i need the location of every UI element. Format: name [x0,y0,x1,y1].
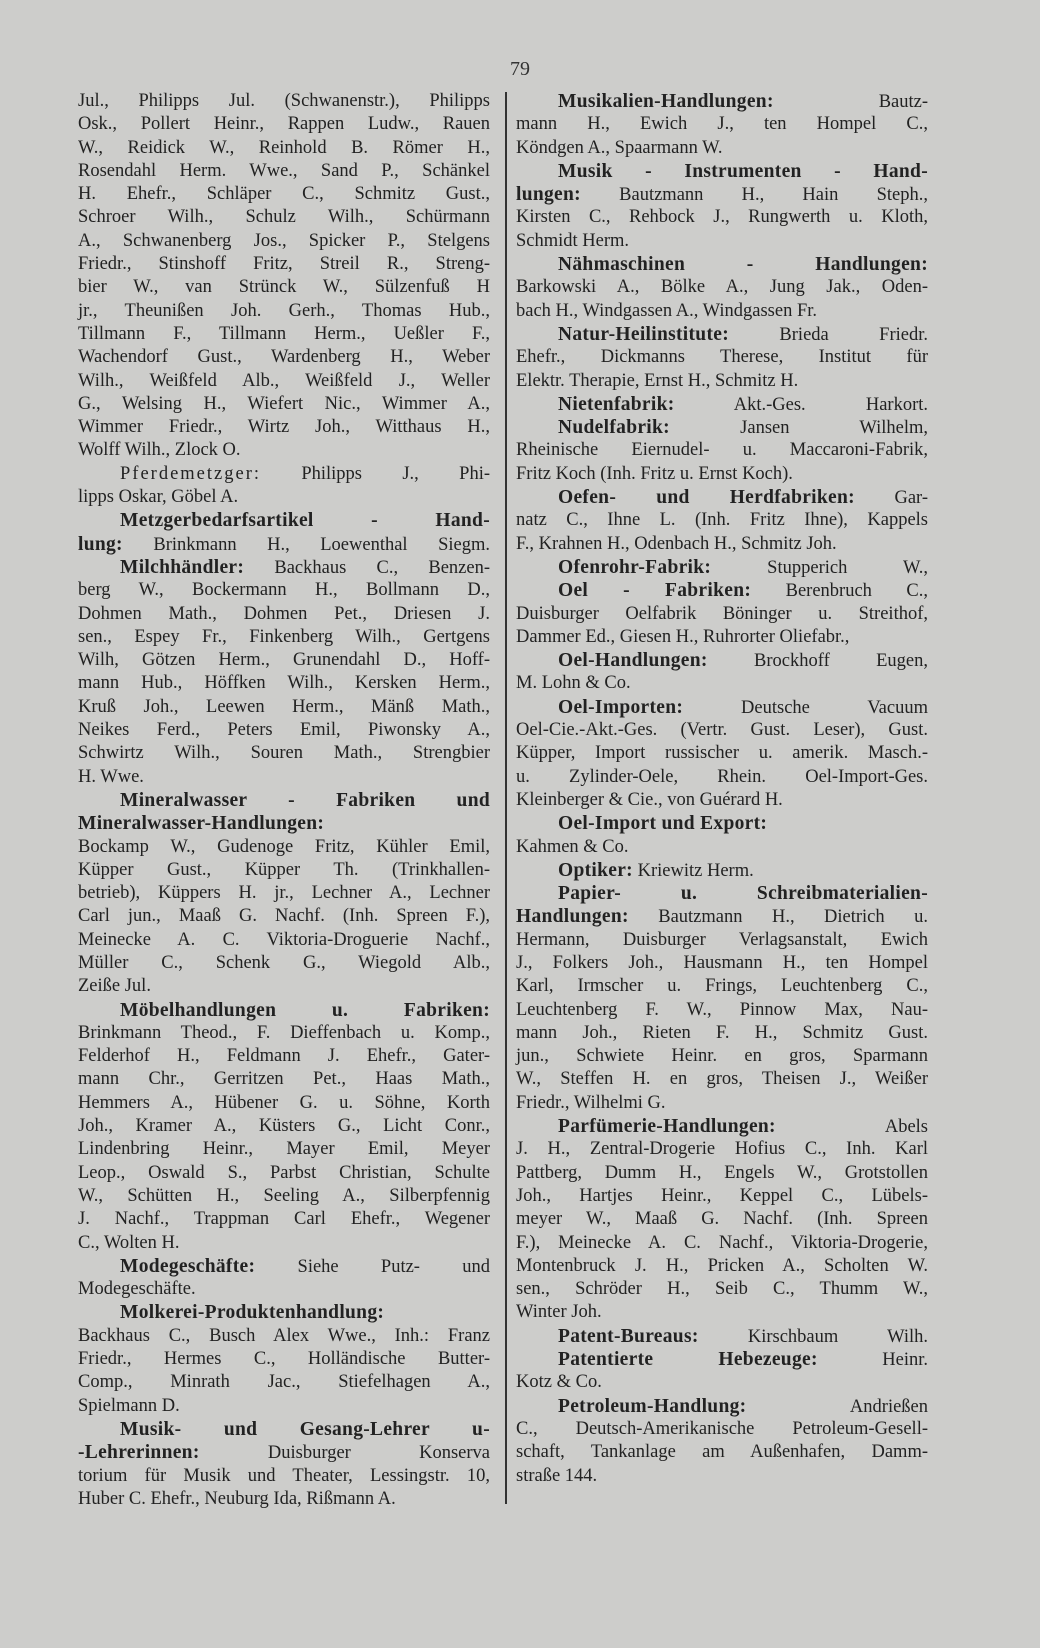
text-line [78,1348,490,1371]
entry-heading-line [78,1418,490,1441]
category-heading: Musik- und Gesang-Lehrer u- [120,1418,490,1440]
text-line [78,276,490,299]
entry-text: Siehe Putz- und [255,1256,490,1277]
entry-text: Kahmen & Co. [516,836,629,857]
text-line [516,1301,928,1324]
text-line [78,1068,490,1091]
entry-text: Leuchtenberg F. W., Pinnow Max, Nau- [516,999,928,1020]
entry-text: F.), Meinecke A. C. Nachf., Viktoria-Drogerie, [516,1232,928,1253]
text-line [78,137,490,160]
entry-text: Modegeschäfte. [78,1279,196,1300]
text-line [78,649,490,672]
text-line [78,393,490,416]
entry-text: mann Joh., Rieten F. H., Schmitz Gust. [516,1022,928,1043]
entry-text: natz C., Ihne L. (Inh. Fritz Ihne), Kappels [516,510,928,531]
entry-text: Zeiße Jul. [78,976,151,997]
entry-text: Gar- [854,488,928,509]
entry-text: Andrießen [746,1396,928,1417]
entry-text: J. Nachf., Trappman Carl Ehefr., Wegener [78,1209,490,1230]
text-line [78,346,490,369]
entry-heading-line [78,1255,490,1278]
text-line [78,160,490,183]
category-heading: Molkerei-Produktenhandlung: [120,1302,385,1324]
category-heading: Mineralwasser - Fabriken und [120,789,490,811]
entry-text: Neikes Ferd., Peters Emil, Piwonsky A., [78,720,490,741]
text-line [78,905,490,928]
text-line [516,952,928,975]
text-line [78,1488,490,1511]
entry-text: W., Schütten H., Seeling A., Silberpfennig [78,1185,490,1206]
text-line [78,1138,490,1161]
text-line [78,416,490,439]
entry-heading-line [516,812,928,835]
entry-text: Pattberg, Dumm H., Engels W., Grotstollen [516,1162,928,1183]
category-heading: Modegeschäfte: [120,1255,256,1277]
entry-heading-line [516,1325,928,1348]
entry-heading-line [516,649,928,672]
entry-text: Kotz & Co. [516,1372,602,1393]
entry-text: J., Folkers Joh., Hausmann H., ten Hompel [516,952,928,973]
entry-text: Kleinberger & Cie., von Guérard H. [516,789,783,810]
entry-text: Hermann, Duisburger Verlagsanstalt, Ewich [516,929,928,950]
category-heading: Oel-Importen: [558,696,684,718]
text-line [78,719,490,742]
text-line [78,603,490,626]
category-heading: Petroleum-Handlung: [558,1395,747,1417]
entry-text: Backhaus C., Busch Alex Wwe., Inh.: Franz [78,1325,490,1346]
entry-text: Kirsten C., Rehbock J., Rungwerth u. Kloth, [516,207,928,228]
entry-heading-line [78,556,490,579]
entry-text: A., Schwanenberg Jos., Spicker P., Stelgens [78,230,490,251]
entry-text: Joh., Hartjes Heinr., Keppel C., Lübels- [516,1185,928,1206]
text-line [78,929,490,952]
page-number: 79 [510,58,530,80]
category-heading: Mineralwasser-Handlungen: [78,813,325,835]
category-heading: Ofenrohr-Fabrik: [558,556,712,578]
text-line [78,90,490,113]
entry-text: lipps Oskar, Göbel A. [78,487,239,508]
entry-text: Backhaus C., Benzen- [244,557,490,578]
category-heading-spaced: Pferdemetzger: [120,463,261,484]
entry-text: Wilh, Götzen Herm., Grunendahl D., Hoff- [78,650,490,671]
text-line [516,672,928,695]
entry-text: Ehefr., Dickmanns Therese, Institut für [516,347,928,368]
category-heading: Natur-Heilinstitute: [558,323,729,345]
entry-text: Wachendorf Gust., Wardenberg H., Weber [78,347,490,368]
text-line [78,882,490,905]
entry-text: mann Hub., Höffken Wilh., Kersken Herm., [78,673,490,694]
entry-text: torium für Musik und Theater, Lessingstr. 10, [78,1465,490,1486]
entry-text: Hemmers A., Hübener G. u. Söhne, Korth [78,1092,490,1113]
entry-text: Meinecke A. C. Viktoria-Droguerie Nachf., [78,929,490,950]
entry-heading-line [516,859,928,882]
entry-text: Fritz Koch (Inh. Fritz u. Ernst Koch). [516,463,793,484]
entry-heading-line [516,183,928,206]
entry-text: Wilh., Weißfeld Alb., Weißfeld J., Weller [78,370,490,391]
text-line [516,1208,928,1231]
entry-text: jun., Schwiete Heinr. en gros, Sparmann [516,1046,928,1067]
text-line [516,742,928,765]
text-line [78,183,490,206]
entry-heading-line [516,1395,928,1418]
text-line [516,206,928,229]
text-line [78,952,490,975]
text-line [516,1138,928,1161]
entry-text: Huber C. Ehefr., Neuburg Ida, Rißmann A. [78,1488,396,1509]
category-heading: Optiker: [558,859,633,881]
entry-heading-line [516,556,928,579]
text-line [516,300,928,323]
text-line [78,1185,490,1208]
entry-text: Jul., Philipps Jul. (Schwanenstr.), Philipps [78,91,490,111]
entry-text: Winter Joh. [516,1302,602,1323]
entry-text: Elektr. Therapie, Ernst H., Schmitz H. [516,370,799,391]
category-heading: Oefen- und Herdfabriken: [558,487,855,509]
entry-text: Kruß Joh., Leewen Herm., Mänß Math., [78,696,490,717]
entry-text: Stupperich W., [711,557,928,578]
category-heading: Möbelhandlungen u. Fabriken: [120,999,490,1021]
text-line [516,346,928,369]
category-heading: Nietenfabrik: [558,393,675,415]
entry-text: Carl jun., Maaß G. Nachf. (Inh. Spreen F.), [78,906,490,927]
category-heading: Oel-Handlungen: [558,650,708,672]
text-line [516,463,928,486]
entry-text: Felderhof H., Feldmann J. Ehefr., Gater- [78,1046,490,1067]
entry-text: C., Wolten H. [78,1232,180,1253]
entry-heading-line [78,1301,490,1324]
entry-text: schaft, Tankanlage am Außenhafen, Damm- [516,1442,928,1463]
entry-heading-line [78,812,490,835]
entry-text: F., Krahnen H., Odenbach H., Schmitz Joh. [516,533,837,554]
entry-text: Lindenbring Heinr., Mayer Emil, Meyer [78,1139,490,1160]
text-line [516,1092,928,1115]
category-heading: Nudelfabrik: [558,417,670,439]
entry-text: Schroer Wilh., Schulz Wilh., Schürmann [78,207,490,228]
entry-heading-line [516,160,928,183]
text-line [78,579,490,602]
text-line [516,1418,928,1441]
entry-heading-line [78,463,490,486]
left-column [78,90,490,1511]
entry-heading-line [516,905,928,928]
entry-text: betrieb), Küppers H. jr., Lechner A., Lechner [78,883,490,904]
text-line [78,742,490,765]
text-line [516,719,928,742]
entry-text: Philipps J., Phi- [261,463,490,484]
text-line [78,253,490,276]
entry-heading-line [516,393,928,416]
text-line [516,999,928,1022]
text-line [78,1232,490,1255]
text-line [516,836,928,859]
entry-text: Kriewitz Herm. [632,860,754,881]
entry-text: Küpper, Import russischer u. amerik. Masch.- [516,743,928,764]
entry-heading-line [78,999,490,1022]
category-heading: Oel-Import und Export: [558,813,768,835]
entry-text: Osk., Pollert Heinr., Rappen Ludw., Rauen [78,114,490,135]
category-heading: Nähmaschinen - Handlungen: [558,254,928,276]
entry-heading-line [516,486,928,509]
entry-text: Berenbruch C., [751,581,929,602]
entry-heading-line [78,509,490,532]
text-line [78,230,490,253]
category-heading: lungen: [516,184,581,206]
text-line [516,509,928,532]
category-heading: Patentierte Hebezeuge: [558,1349,818,1371]
text-line [516,533,928,556]
category-heading: Milchhändler: [120,556,245,578]
entry-text: Friedr., Stinshoff Fritz, Streil R., Streng- [78,254,490,275]
text-line [78,1115,490,1138]
entry-text: Montenbruck J. H., Pricken A., Scholten W. [516,1255,928,1276]
category-heading: lung: [78,533,123,555]
category-heading: Musikalien-Handlungen: [558,91,774,112]
entry-text: meyer W., Maaß G. Nachf. (Inh. Spreen [516,1209,928,1230]
text-line [516,230,928,253]
entry-text: Spielmann D. [78,1395,180,1416]
text-line [78,1045,490,1068]
entry-text: bach H., Windgassen A., Windgassen Fr. [516,300,817,321]
entry-text: Duisburger Konserva [199,1443,490,1464]
entry-text: jr., Theunißen Joh. Gerh., Thomas Hub., [78,300,490,321]
entry-text: Heinr. [817,1350,928,1371]
entry-text: Küpper Gust., Küpper Th. (Trinkhallen- [78,859,490,880]
text-line [516,137,928,160]
entry-text: Bautzmann H., Dietrich u. [628,907,928,928]
text-line [516,975,928,998]
entry-text: u. Zylinder-Oele, Rhein. Oel-Import-Ges. [516,766,928,787]
text-line [516,276,928,299]
text-line [516,1371,928,1394]
entry-text: straße 144. [516,1465,598,1486]
entry-heading-line [516,253,928,276]
entry-heading-line [516,1115,928,1138]
text-line [516,766,928,789]
category-heading: -Lehrerinnen: [78,1442,200,1464]
entry-text: Tillmann F., Tillmann Herm., Ueßler F., [78,323,490,344]
entry-heading-line [516,696,928,719]
text-line [516,789,928,812]
text-line [78,370,490,393]
entry-text: W., Reidick W., Reinhold B. Römer H., [78,137,490,158]
text-line [516,1441,928,1464]
text-line [78,486,490,509]
entry-text: H. Ehefr., Schläper C., Schmitz Gust., [78,184,490,205]
text-line [78,1371,490,1394]
entry-text: Karl, Irmscher u. Frings, Leuchtenberg C., [516,976,928,997]
text-line [516,1162,928,1185]
entry-text: Müller C., Schenk G., Wiegold Alb., [78,952,490,973]
text-line [516,1278,928,1301]
entry-text: Schwirtz Wilh., Souren Math., Strengbier [78,743,490,764]
entry-text: Joh., Kramer A., Küsters G., Licht Conr., [78,1116,490,1137]
entry-text: Jansen Wilhelm, [669,418,928,439]
text-line [516,1068,928,1091]
entry-text: M. Lohn & Co. [516,673,631,694]
text-line [78,672,490,695]
right-column [516,90,928,1488]
text-line [516,1255,928,1278]
entry-text: mann Chr., Gerritzen Pet., Haas Math., [78,1069,490,1090]
entry-text: Rosendahl Herm. Wwe., Sand P., Schänkel [78,160,490,181]
text-line [78,1395,490,1418]
entry-text: Bautzmann H., Hain Steph., [580,185,928,206]
category-heading: Papier- u. Schreibmaterialien- [558,883,928,905]
text-line [78,975,490,998]
entry-heading-line [516,323,928,346]
entry-heading-line [78,789,490,812]
category-heading: Metzgerbedarfsartikel - Hand- [120,510,490,532]
entry-text: Oel-Cie.-Akt.-Ges. (Vertr. Gust. Leser), Gust. [516,720,928,741]
entry-text: J. H., Zentral-Drogerie Hofius C., Inh. Karl [516,1139,928,1160]
entry-heading-line [516,882,928,905]
entry-text: Friedr., Wilhelmi G. [516,1092,666,1113]
entry-text: Schmidt Herm. [516,230,630,251]
text-line [516,1465,928,1488]
entry-heading-line [78,1441,490,1464]
text-line [78,1208,490,1231]
category-heading: Oel - Fabriken: [558,580,752,602]
category-heading: Handlungen: [516,906,629,928]
text-line [516,1232,928,1255]
entry-text: Brockhoff Eugen, [707,651,928,672]
entry-text: H. Wwe. [78,766,144,787]
entry-text: G., Welsing H., Wiefert Nic., Wimmer A., [78,393,490,414]
text-line [78,1092,490,1115]
entry-text: Dohmen Math., Dohmen Pet., Driesen J. [78,603,490,624]
entry-text: Duisburger Oelfabrik Böninger u. Streithof, [516,603,928,624]
text-line [78,300,490,323]
text-line [78,859,490,882]
entry-text: Brieda Friedr. [729,324,928,345]
category-heading: Parfümerie-Handlungen: [558,1116,776,1138]
text-line [78,1465,490,1488]
entry-text: Bautz- [773,92,928,112]
entry-text: Brinkmann Theod., F. Dieffenbach u. Komp., [78,1022,490,1043]
text-line [78,113,490,136]
entry-text: Akt.-Ges. Harkort. [674,394,928,415]
entry-text: Leop., Oswald S., Parbst Christian, Schulte [78,1162,490,1183]
entry-heading-line [516,1348,928,1371]
entry-text: Friedr., Hermes C., Holländische Butter- [78,1349,490,1370]
entry-heading-line [516,416,928,439]
text-line [516,603,928,626]
entry-text: Kirschbaum Wilh. [698,1326,928,1347]
entry-text: sen., Schröder H., Seib C., Thumm W., [516,1279,928,1300]
entry-text: mann H., Ewich J., ten Hompel C., [516,114,928,135]
text-line [78,696,490,719]
entry-text: Deutsche Vacuum [683,697,928,718]
entry-text: bier W., van Strünck W., Sülzenfuß H [78,277,490,298]
text-line [516,626,928,649]
text-line [516,929,928,952]
entry-text: Bockamp W., Gudenoge Fritz, Kühler Emil, [78,836,490,857]
entry-heading-line [78,533,490,556]
text-line [78,206,490,229]
entry-text: Köndgen A., Spaarmann W. [516,137,723,158]
entry-text: Wolff Wilh., Zlock O. [78,440,241,461]
text-line [78,1278,490,1301]
text-line [78,1022,490,1045]
text-line [516,439,928,462]
category-heading: Musik - Instrumenten - Hand- [558,160,928,182]
entry-text: W., Steffen H. en gros, Theisen J., Weißer [516,1069,928,1090]
entry-text: Dammer Ed., Giesen H., Ruhrorter Oliefabr., [516,626,850,647]
entry-text: Wimmer Friedr., Wirtz Joh., Witthaus H., [78,417,490,438]
text-line [78,439,490,462]
text-line [516,1185,928,1208]
entry-text: Rheinische Eiernudel- u. Maccaroni-Fabrik, [516,440,928,461]
entry-text: Abels [775,1117,928,1138]
text-line [78,766,490,789]
entry-heading-line [516,579,928,602]
entry-text: Comp., Minrath Jac., Stiefelhagen A., [78,1372,490,1393]
entry-text: Brinkmann H., Loewenthal Siegm. [122,534,490,555]
entry-text: berg W., Bockermann H., Bollmann D., [78,580,490,601]
entry-heading-line [516,90,928,113]
text-line [78,323,490,346]
text-line [78,626,490,649]
text-line [516,113,928,136]
text-line [516,1022,928,1045]
text-line [78,1325,490,1348]
entry-text: Barkowski A., Bölke A., Jung Jak., Oden- [516,277,928,298]
text-line [78,1162,490,1185]
entry-text: C., Deutsch-Amerikanische Petroleum-Gesell- [516,1418,928,1439]
text-line [516,1045,928,1068]
category-heading: Patent-Bureaus: [558,1325,699,1347]
text-line [78,836,490,859]
column-divider [505,92,507,1504]
entry-text: sen., Espey Fr., Finkenberg Wilh., Gertgens [78,626,490,647]
text-line [516,370,928,393]
